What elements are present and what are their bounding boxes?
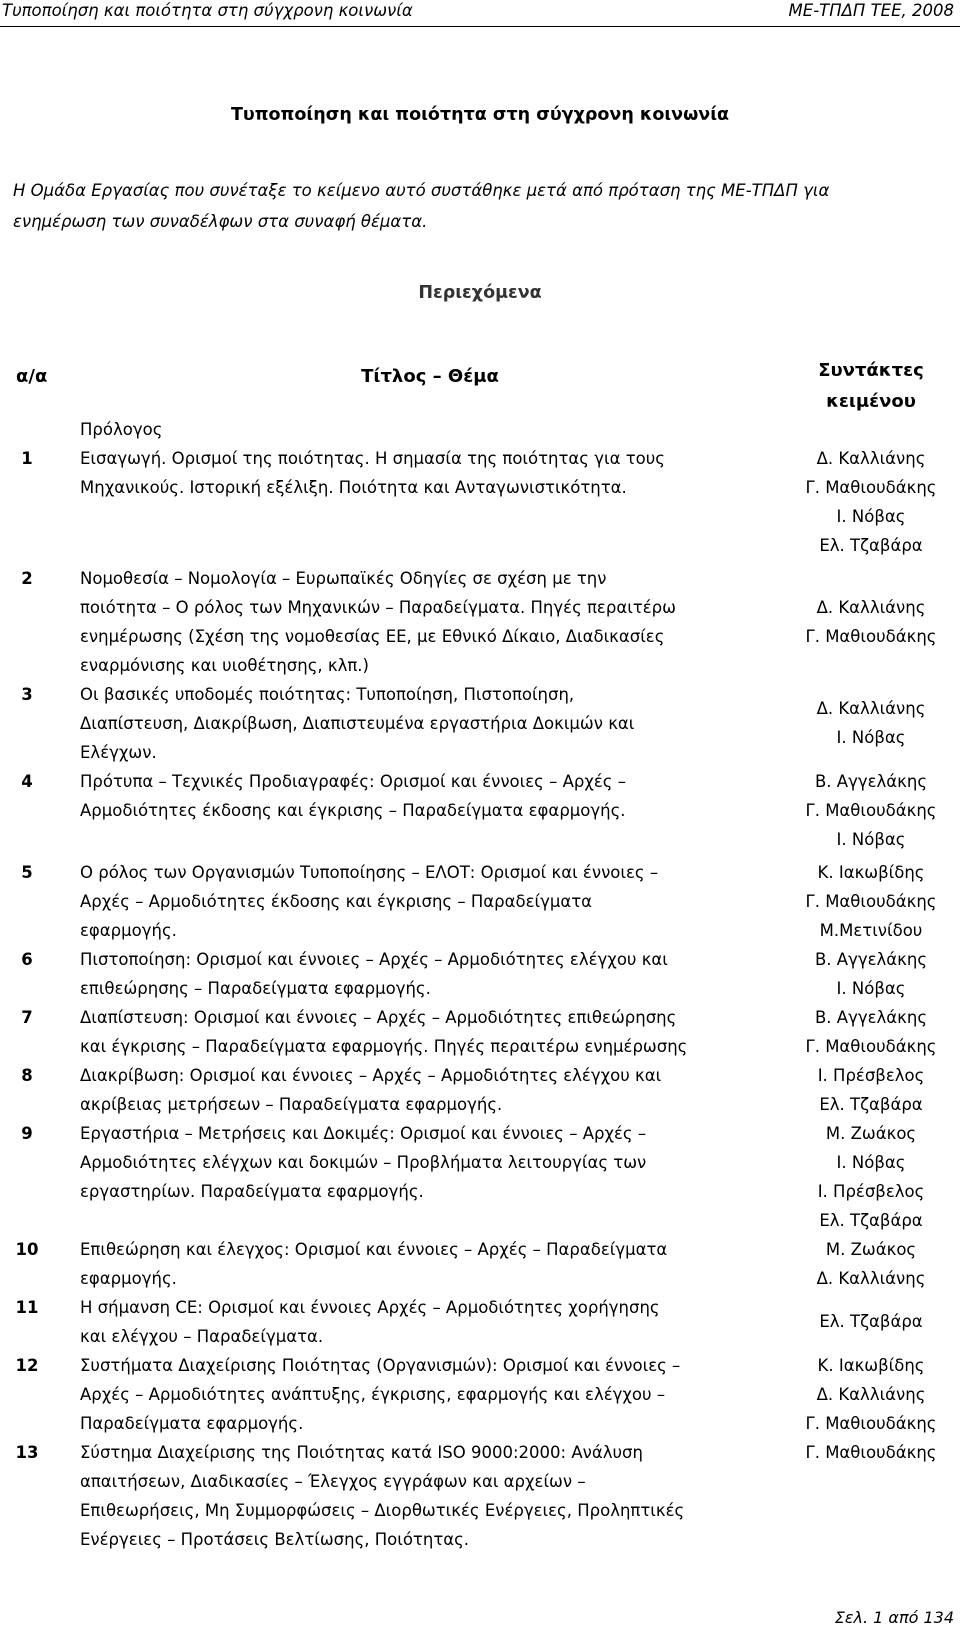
- toc-row-author: Γ. Μαθιουδάκης: [805, 1443, 937, 1462]
- toc-row-title-line: Αρμοδιότητες ελέγχων και δοκιμών – Προβλήματα λειτουργίας των: [80, 1153, 647, 1172]
- intro-line: ενημέρωση των συναδέλφων στα συναφή θέματα.: [13, 212, 428, 231]
- toc-header-authors: [786, 355, 956, 417]
- toc-row-title-line: ακρίβειας μετρήσεων – Παραδείγματα εφαρμογής.: [80, 1095, 503, 1114]
- toc-row: [0, 767, 960, 854]
- toc-row-title-line: Διαπίστευση: Ορισμοί και έννοιες – Αρχές – Αρμοδιότητες επιθεώρησης: [80, 1008, 677, 1027]
- toc-row: [0, 1003, 960, 1061]
- toc-row-author: Ι. Πρέσβελος: [817, 1066, 925, 1085]
- toc-row-author: Γ. Μαθιουδάκης: [805, 801, 937, 820]
- toc-row: [0, 1235, 960, 1293]
- toc-row-title-line: Εισαγωγή. Ορισμοί της ποιότητας. Η σημασία της ποιότητας για τους: [80, 449, 665, 468]
- toc-header-authors-line: κειμένου: [826, 391, 916, 412]
- toc-row: [0, 945, 960, 1003]
- toc-row: [0, 1061, 960, 1119]
- toc-row-author: Κ. Ιακωβίδης: [817, 863, 925, 882]
- intro-line: Η Ομάδα Εργασίας που συνέταξε το κείμενο αυτό συστάθηκε μετά από πρόταση της ΜΕ-ΤΠΔΠ για: [13, 181, 830, 200]
- toc-row-title: [80, 767, 772, 825]
- toc-row-title-line: Αρχές – Αρμοδιότητες ανάπτυξης, έγκρισης, εφαρμογής και ελέγχου –: [80, 1385, 666, 1404]
- toc-row-number: 10: [15, 1240, 39, 1259]
- toc-row-number: 6: [21, 950, 33, 969]
- toc-row-authors: [786, 694, 956, 752]
- toc-row-author: Δ. Καλλιάνης: [816, 699, 926, 718]
- toc-row-author: Δ. Καλλιάνης: [816, 1385, 926, 1404]
- toc-row-authors: [786, 1438, 956, 1467]
- toc-row-author: Δ. Καλλιάνης: [816, 598, 926, 617]
- toc-row-authors: [786, 593, 956, 651]
- toc-row-author: Μ. Ζωάκος: [825, 1124, 917, 1143]
- toc-row-title: [80, 1438, 772, 1554]
- toc-row-title-line: Ενέργειες – Προτάσεις Βελτίωσης, Ποιότητας.: [80, 1530, 470, 1549]
- toc-row: [0, 1438, 960, 1554]
- toc-row-title: [80, 1003, 772, 1061]
- toc-row-title: [80, 945, 772, 1003]
- toc-row-title-line: Αρχές – Αρμοδιότητες έκδοσης και έγκρισης – Παραδείγματα: [80, 892, 593, 911]
- toc-row: [0, 1293, 960, 1351]
- toc-row-authors: [786, 1119, 956, 1235]
- toc-row-author: Γ. Μαθιουδάκης: [805, 627, 937, 646]
- toc-row: [0, 1351, 960, 1438]
- toc-row-title-line: Η σήμανση CE: Ορισμοί και έννοιες Αρχές – Αρμοδιότητες χορήγησης: [80, 1298, 660, 1317]
- intro-paragraph: [13, 175, 953, 237]
- toc-row-title-line: ενημέρωσης (Σχέση της νομοθεσίας ΕΕ, με Εθνικό Δίκαιο, Διαδικασίες: [80, 627, 665, 646]
- toc-row-author: Ελ. Τζαβάρα: [819, 1312, 923, 1331]
- contents-heading: Περιεχόμενα: [418, 283, 542, 303]
- toc-row-title-line: ποιότητα – Ο ρόλος των Μηχανικών – Παραδείγματα. Πηγές περαιτέρω: [80, 598, 676, 617]
- toc-header-number: α/α: [16, 366, 48, 387]
- table-of-contents: [0, 415, 960, 1554]
- toc-row-title-line: επιθεώρησης – Παραδείγματα εφαρμογής.: [80, 979, 431, 998]
- toc-row-title-line: εργαστηρίων. Παραδείγματα εφαρμογής.: [80, 1182, 424, 1201]
- toc-row-number: 5: [21, 863, 33, 882]
- toc-row-title-line: Οι βασικές υποδομές ποιότητας: Τυποποίηση, Πιστοποίηση,: [80, 685, 575, 704]
- toc-row-number: 13: [15, 1443, 39, 1462]
- toc-row-author: Γ. Μαθιουδάκης: [805, 478, 937, 497]
- toc-row-title: [80, 1235, 772, 1293]
- toc-row-title-line: Αρμοδιότητες έκδοσης και έγκρισης – Παραδείγματα εφαρμογής.: [80, 801, 626, 820]
- toc-row-authors: [786, 1061, 956, 1119]
- toc-row-title: [80, 564, 772, 680]
- toc-row-author: Γ. Μαθιουδάκης: [805, 892, 937, 911]
- toc-row-author: Ελ. Τζαβάρα: [819, 536, 923, 555]
- toc-row-authors: [786, 945, 956, 1003]
- toc-row-author: Δ. Καλλιάνης: [816, 1269, 926, 1288]
- toc-row: [0, 564, 960, 680]
- toc-row-author: Μ.Μετινίδου: [819, 921, 923, 940]
- toc-row-author: Ι. Νόβας: [836, 728, 906, 747]
- toc-row-title: [80, 1119, 772, 1206]
- toc-row-authors: [786, 1351, 956, 1438]
- toc-row-title-line: Πρότυπα – Τεχνικές Προδιαγραφές: Ορισμοί και έννοιες – Αρχές –: [80, 772, 626, 791]
- toc-row-author: Κ. Ιακωβίδης: [817, 1356, 925, 1375]
- toc-header-authors-line: Συντάκτες: [818, 360, 924, 381]
- toc-row-title-line: Ελέγχων.: [80, 743, 157, 762]
- toc-row-number: 7: [21, 1008, 33, 1027]
- toc-header-row: [0, 355, 960, 415]
- document-title: Τυποποίηση και ποιότητα στη σύγχρονη κοινωνία: [230, 105, 730, 125]
- toc-row-title-line: Συστήματα Διαχείρισης Ποιότητας (Οργανισμών): Ορισμοί και έννοιες –: [80, 1356, 681, 1375]
- toc-row-author: Β. Αγγελάκης: [814, 772, 928, 791]
- toc-row-authors: [786, 1235, 956, 1293]
- toc-row-authors: [786, 1003, 956, 1061]
- toc-row-author: Β. Αγγελάκης: [814, 950, 928, 969]
- toc-row-title-line: Διακρίβωση: Ορισμοί και έννοιες – Αρχές – Αρμοδιότητες ελέγχου και: [80, 1066, 662, 1085]
- toc-row-title: [80, 1351, 772, 1438]
- toc-row-title: [80, 1293, 772, 1351]
- running-header: [0, 0, 960, 27]
- toc-row-title: [80, 1061, 772, 1119]
- toc-row-number: 8: [21, 1066, 33, 1085]
- toc-row-number: 11: [15, 1298, 39, 1317]
- page-number: Σελ. 1 από 134: [834, 1608, 954, 1627]
- toc-row-title-line: Εργαστήρια – Μετρήσεις και Δοκιμές: Ορισμοί και έννοιες – Αρχές –: [80, 1124, 647, 1143]
- toc-row-title: [80, 415, 772, 502]
- toc-row-number: 12: [15, 1356, 39, 1375]
- toc-row-authors: [786, 858, 956, 945]
- toc-row-title-line: Παραδείγματα εφαρμογής.: [80, 1414, 304, 1433]
- toc-row-title-line: Ο ρόλος των Οργανισμών Τυποποίησης – ΕΛΟΤ: Ορισμοί και έννοιες –: [80, 863, 659, 882]
- toc-row-title-line: Επιθεώρηση και έλεγχος: Ορισμοί και έννοιες – Αρχές – Παραδείγματα: [80, 1240, 668, 1259]
- toc-row-title-line: απαιτήσεων, Διαδικασίες – Έλεγχος εγγράφων και αρχείων –: [80, 1472, 586, 1491]
- toc-row-title-line: Επιθεωρήσεις, Μη Συμμορφώσεις – Διορθωτικές Ενέργειες, Προληπτικές: [80, 1501, 685, 1520]
- toc-row-authors: [786, 1307, 956, 1336]
- toc-row-title-line: και έγκρισης – Παραδείγματα εφαρμογής. Πηγές περαιτέρω ενημέρωσης: [80, 1037, 688, 1056]
- toc-row-title-line: Νομοθεσία – Νομολογία – Ευρωπαϊκές Οδηγίες σε σχέση με την: [80, 569, 607, 588]
- toc-row-author: Γ. Μαθιουδάκης: [805, 1414, 937, 1433]
- toc-row-number: 1: [21, 449, 33, 468]
- toc-row-title-line: και ελέγχου – Παραδείγματα.: [80, 1327, 324, 1346]
- toc-row: [0, 858, 960, 945]
- toc-row-author: Ελ. Τζαβάρα: [819, 1095, 923, 1114]
- toc-row-author: Β. Αγγελάκης: [814, 1008, 928, 1027]
- toc-row-authors: [786, 444, 956, 560]
- toc-row-author: Ι. Πρέσβελος: [817, 1182, 925, 1201]
- toc-row: [0, 1119, 960, 1235]
- toc-row-author: Ι. Νόβας: [836, 830, 906, 849]
- toc-row-title-line: Διαπίστευση, Διακρίβωση, Διαπιστευμένα εργαστήρια Δοκιμών και: [80, 714, 635, 733]
- toc-row-title-line: Πιστοποίηση: Ορισμοί και έννοιες – Αρχές – Αρμοδιότητες ελέγχου και: [80, 950, 668, 969]
- toc-row-number: 4: [21, 772, 33, 791]
- toc-row-number: 2: [21, 569, 33, 588]
- header-organization-year: ΜΕ-ΤΠΔΠ ΤΕΕ, 2008: [788, 1, 954, 20]
- toc-row-author: Μ. Ζωάκος: [825, 1240, 917, 1259]
- toc-row-author: Ι. Νόβας: [836, 507, 906, 526]
- toc-row-title-line: Μηχανικούς. Ιστορική εξέλιξη. Ποιότητα και Ανταγωνιστικότητα.: [80, 478, 627, 497]
- toc-row-title: [80, 858, 772, 945]
- toc-row: [0, 415, 960, 560]
- toc-row: [0, 680, 960, 767]
- toc-row-author: Ι. Νόβας: [836, 1153, 906, 1172]
- toc-row-author: Δ. Καλλιάνης: [816, 449, 926, 468]
- toc-row-title-line: Σύστημα Διαχείρισης της Ποιότητας κατά ISO 9000:2000: Ανάλυση: [80, 1443, 643, 1462]
- toc-row-title: [80, 680, 772, 767]
- toc-row-authors: [786, 767, 956, 854]
- toc-row-title-line: Πρόλογος: [80, 420, 163, 439]
- toc-row-number: 3: [21, 685, 33, 704]
- toc-row-author: Ι. Νόβας: [836, 979, 906, 998]
- toc-row-author: Ελ. Τζαβάρα: [819, 1211, 923, 1230]
- toc-row-author: Γ. Μαθιουδάκης: [805, 1037, 937, 1056]
- toc-row-title-line: εναρμόνισης και υιοθέτησης, κλπ.): [80, 656, 369, 675]
- header-document-title: Τυποποίηση και ποιότητα στη σύγχρονη κοινωνία: [2, 1, 413, 20]
- toc-row-title-line: εφαρμογής.: [80, 921, 177, 940]
- toc-row-title-line: εφαρμογής.: [80, 1269, 177, 1288]
- toc-header-title: Τίτλος – Θέμα: [361, 366, 499, 387]
- toc-row-number: 9: [21, 1124, 33, 1143]
